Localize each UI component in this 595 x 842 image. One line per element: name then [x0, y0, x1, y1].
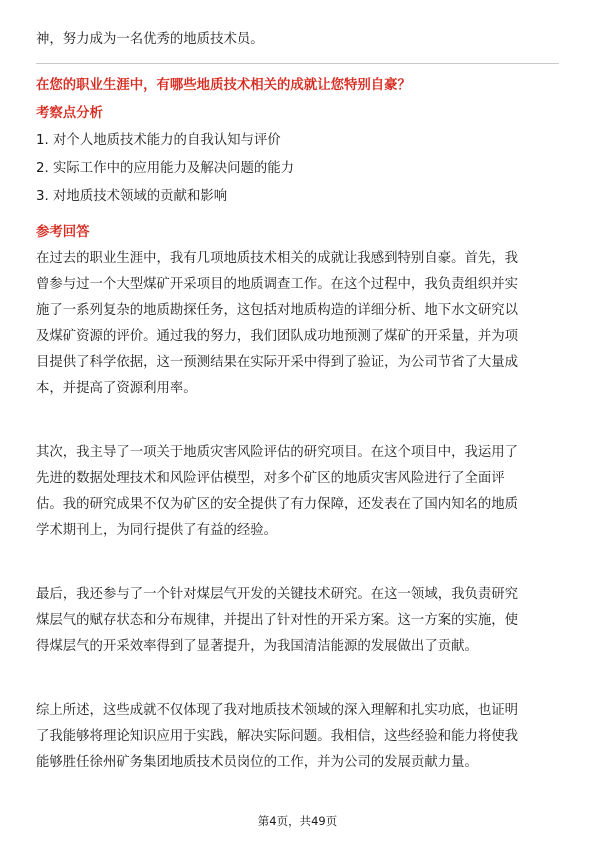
analysis-heading: 考察点分析	[36, 106, 103, 121]
answer-paragraph-3-line: 得煤层气的开采效率得到了显著提升，为我国清洁能源的发展做出了贡献。	[36, 639, 478, 654]
section-divider	[36, 63, 559, 64]
answer-paragraph-1-line: 在过去的职业生涯中，我有几项地质技术相关的成就让我感到特别自豪。首先，我	[36, 251, 519, 266]
answer-paragraph-2-line: 学术期刊上，为同行提供了有益的经验。	[36, 523, 278, 538]
answer-paragraph-1-line: 目提供了科学依据，这一预测结果在实际开采中得到了验证，为公司节省了大量成	[36, 355, 519, 370]
answer-paragraph-4-line: 综上所述，这些成就不仅体现了我对地质技术领域的深入理解和扎实功底，也证明	[36, 703, 519, 718]
answer-paragraph-2-line: 其次，我主导了一项关于地质灾害风险评估的研究项目。在这个项目中，我运用了	[36, 445, 519, 460]
answer-paragraph-1-line: 施了一系列复杂的地质勘探任务，这包括对地质构造的详细分析、地下水文研究以	[36, 303, 519, 318]
answer-paragraph-1-line: 曾参与过一个大型煤矿开采项目的地质调查工作。在这个过程中，我负责组织并实	[36, 277, 519, 292]
answer-paragraph-1-line: 及煤矿资源的评价。通过我的努力，我们团队成功地预测了煤矿的开采量，并为项	[36, 329, 519, 344]
answer-paragraph-1-line: 本，并提高了资源利用率。	[36, 381, 197, 396]
page-number-footer: 第4页，共49页	[257, 814, 338, 828]
answer-paragraph-4-line: 能够胜任徐州矿务集团地质技术员岗位的工作，并为公司的发展贡献力量。	[36, 755, 478, 770]
answer-paragraph-4-line: 了我能够将理论知识应用于实践，解决实际问题。我相信，这些经验和能力将使我	[36, 729, 519, 744]
answer-paragraph-3-line: 煤层气的赋存状态和分布规律，并提出了针对性的开采方案。这一方案的实施，使	[36, 613, 519, 628]
intro-tail-text: 神，努力成为一名优秀的地质技术员。	[36, 32, 264, 47]
analysis-point: 1. 对个人地质技术能力的自我认知与评价	[36, 133, 281, 148]
answer-paragraph-2-line: 估。我的研究成果不仅为矿区的安全提供了有力保障，还发表在了国内知名的地质	[36, 497, 519, 512]
analysis-point: 3. 对地质技术领域的贡献和影响	[36, 189, 228, 204]
answer-heading: 参考回答	[36, 225, 90, 240]
analysis-point: 2. 实际工作中的应用能力及解决问题的能力	[36, 161, 295, 176]
answer-paragraph-3-line: 最后，我还参与了一个针对煤层气开发的关键技术研究。在这一领域，我负责研究	[36, 587, 519, 602]
answer-paragraph-2-line: 先进的数据处理技术和风险评估模型，对多个矿区的地质灾害风险进行了全面评	[36, 471, 505, 486]
question-heading: 在您的职业生涯中，有哪些地质技术相关的成就让您特别自豪？	[36, 78, 411, 93]
